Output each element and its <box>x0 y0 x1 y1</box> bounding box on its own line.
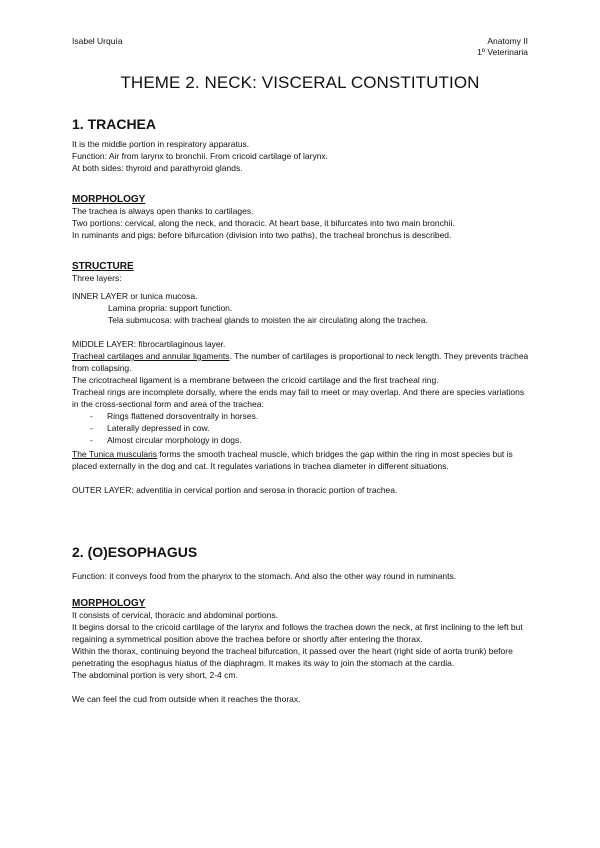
muscularis-paragraph: The Tunica muscularis forms the smooth tracheal muscle, which bridges the gap within the ring in most species but is placed externally in the dog and cat. It regulates variations in trachea diameter in different situations. <box>72 449 513 471</box>
paragraph-line: The cricotracheal ligament is a membrane between the cricoid cartilage and the first tracheal ring. <box>72 375 439 385</box>
subheading-trachea-morphology: MORPHOLOGY <box>72 194 146 205</box>
paragraph-line: Three layers: <box>72 273 122 283</box>
paragraph-line: Function: Air from larynx to bronchii. From cricoid cartilage of larynx. <box>72 151 329 161</box>
author-name: Isabel Urquía <box>72 36 123 46</box>
course-label: 1º Veterinaria <box>477 47 528 57</box>
paragraph-line: At both sides: thyroid and parathyroid glands. <box>72 163 243 173</box>
underlined-term: The Tunica muscularis <box>72 449 158 459</box>
list-item: - Almost circular morphology in dogs. <box>72 434 532 446</box>
outer-layer-line: OUTER LAYER: adventitia in cervical portion and serosa in thoracic portion of trachea. <box>72 485 398 495</box>
paragraph-line: It begins dorsal to the cricoid cartilage of the larynx and follows the trachea down the neck, at first inclining to the left but regaining a symmetrical position above the trachea before or shortly after entering the thorax. <box>72 622 523 644</box>
list-item: - Rings flattened dorsoventrally in horses. <box>72 410 532 422</box>
page-title: THEME 2. NECK: VISCERAL CONSTITUTION <box>120 73 480 92</box>
middle-layer-title: MIDDLE LAYER: fibrocartilaginous layer. <box>72 339 226 349</box>
section-heading-trachea: 1. TRACHEA <box>72 116 157 132</box>
paragraph-line: The trachea is always open thanks to cartilages. <box>72 206 254 216</box>
inner-layer-item: Lamina propria: support function. <box>108 303 233 313</box>
subject-label: Anatomy II <box>487 36 528 46</box>
paragraph-line: We can feel the cud from outside when it reaches the thorax. <box>72 694 301 704</box>
paragraph-line: It is the middle portion in respiratory apparatus. <box>72 139 250 149</box>
paragraph-line: Within the thorax, continuing beyond the tracheal bifurcation, it passed over the heart (right side of aorta trunk) before penetrating the esophagus hiatus of the diaphragm. It makes its way to join the stomach at the cardia. <box>72 646 513 668</box>
subheading-esophagus-morphology: MORPHOLOGY <box>72 598 146 609</box>
inner-layer-title: INNER LAYER or tunica mucosa. <box>72 291 198 301</box>
paragraph-line: Two portions: cervical, along the neck, and thoracic. At heart base, it bifurcates into two main bronchii. <box>72 218 455 228</box>
list-item: - Laterally depressed in cow. <box>72 422 532 434</box>
paragraph-line: Function: it conveys food from the pharynx to the stomach. And also the other way round in ruminants. <box>72 571 457 581</box>
paragraph-line: In ruminants and pigs: before bifurcation (division into two paths), the tracheal bronchus is described. <box>72 230 452 240</box>
paragraph-line: The abdominal portion is very short, 2-4 cm. <box>72 670 238 680</box>
paragraph-line: Tracheal rings are incomplete dorsally, where the ends may fail to meet or may overlap. And there are species variations in the cross-sectional form and area of the trachea: <box>72 387 525 409</box>
section-heading-esophagus: 2. (O)ESOPHAGUS <box>72 544 198 560</box>
middle-layer-paragraph: Tracheal cartilages and annular ligaments. The number of cartilages is proportional to neck length. They prevents trachea from collapsing. <box>72 351 529 373</box>
subheading-trachea-structure: STRUCTURE <box>72 261 134 272</box>
underlined-term: Tracheal cartilages and annular ligaments <box>72 351 230 361</box>
species-variation-list <box>72 410 532 446</box>
header-right <box>477 36 528 58</box>
paragraph-line: It consists of cervical, thoracic and abdominal portions. <box>72 610 278 620</box>
document-body <box>72 116 532 705</box>
inner-layer-item: Tela submucosa: with tracheal glands to moisten the air circulating along the trachea. <box>108 315 428 325</box>
